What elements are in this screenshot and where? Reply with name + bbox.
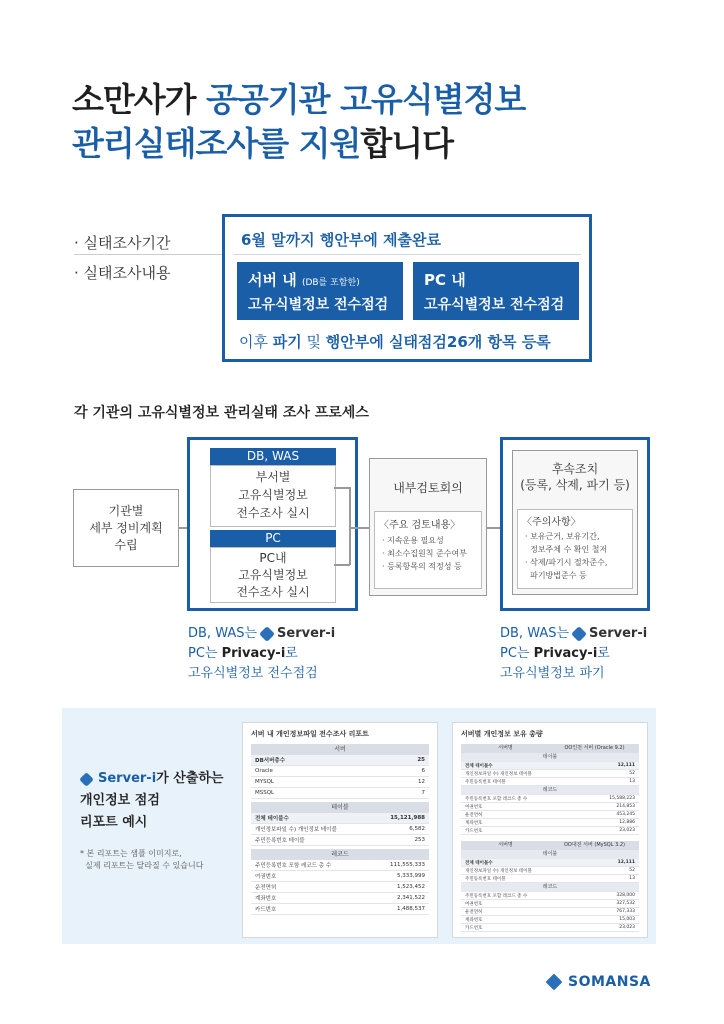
caption-text: PC는 <box>188 646 222 661</box>
table-section-head: 레코드 <box>461 786 639 795</box>
server-i-brand: Server-i <box>589 626 648 641</box>
row-value: 52 <box>629 771 635 776</box>
row-value: 767,333 <box>616 909 635 914</box>
server-sub: 고유식별정보 전수점검 <box>248 297 389 313</box>
table-section-head: 레코드 <box>461 883 639 892</box>
row-key: 주민등록번호 포함 레코드 총 수 <box>465 893 528 899</box>
after-bold: 파기 <box>272 333 302 351</box>
server-label: 서버명 <box>498 842 513 848</box>
report-note: * 본 리포트는 샘플 이미지로, 실제 리포트는 달라질 수 있습니다 <box>80 849 204 870</box>
server-i-brand: Server-i <box>98 771 157 786</box>
review-item: · 최소수집원칙 준수여부 <box>382 549 467 558</box>
caption-text: 로 <box>597 646 610 661</box>
survey-group <box>187 437 358 611</box>
table-row <box>251 835 429 846</box>
row-value: 23,023 <box>619 828 635 833</box>
pc-head: PC <box>210 530 336 547</box>
server-i-logo-icon <box>259 626 275 642</box>
headline-line2 <box>72 122 672 166</box>
connector <box>487 527 501 529</box>
privacy-i-brand: Privacy-i <box>221 646 286 661</box>
row-key: 카드번호 <box>255 907 277 913</box>
table-section-head: 테이블 <box>251 802 429 813</box>
table-row <box>461 762 639 770</box>
row-key: 여권번호 <box>255 874 277 880</box>
right-caption-line2 <box>500 644 647 664</box>
server-title: 서버 내 <box>248 271 297 289</box>
row-key: 계좌번호 <box>255 896 277 902</box>
table-section-head: 테이블 <box>461 753 639 762</box>
server-box <box>237 262 403 320</box>
headline-highlight: 관리실태조사 <box>72 124 258 163</box>
row-value: 111,555,333 <box>390 862 425 868</box>
table-row <box>251 766 429 777</box>
table-row <box>251 882 429 893</box>
review-head: 〈주요 검토내용〉 <box>379 520 461 531</box>
content-label: · 실태조사내용 <box>74 264 171 282</box>
table-row <box>461 819 639 827</box>
followup-item: 파기방법준수 등 <box>525 571 587 580</box>
table-row <box>251 824 429 835</box>
connector <box>334 487 350 489</box>
review-item: · 등록항목의 적정성 등 <box>382 562 462 571</box>
survey-box <box>222 214 592 362</box>
pc-title: PC 내 <box>424 271 466 289</box>
left-caption-line3: 고유식별정보 전수점검 <box>188 666 318 681</box>
table-row <box>461 892 639 900</box>
caption-text: DB, WAS는 <box>500 626 570 641</box>
after-line <box>239 331 551 352</box>
table-row <box>461 867 639 875</box>
table-row <box>461 900 639 908</box>
table-row <box>461 795 639 803</box>
server-i-logo-icon <box>79 772 94 787</box>
start-text: 기관별 세부 정비계획 수립 <box>89 503 163 552</box>
connector <box>349 487 351 565</box>
connector <box>349 527 369 529</box>
table-row <box>461 908 639 916</box>
row-value: 25 <box>417 757 425 763</box>
row-value: 2,341,522 <box>397 895 425 901</box>
headline-text: 소만사가 <box>72 80 207 119</box>
pc-body <box>210 547 336 603</box>
row-value: 12,111 <box>617 860 635 865</box>
pc-sub: 고유식별정보 전수점검 <box>424 297 565 313</box>
row-key: 운전면허 <box>465 812 483 818</box>
row-key: 주민등록번호 포함 레코드 총 수 <box>255 863 332 869</box>
row-key: MSSQL <box>255 790 275 796</box>
row-key: 운전면허 <box>465 909 483 915</box>
row-value: 15,588,223 <box>609 796 635 801</box>
row-value: 52 <box>629 868 635 873</box>
connector <box>334 564 350 566</box>
somansa-cube-icon <box>546 974 563 991</box>
report-card-2 <box>452 722 648 938</box>
row-value: 12 <box>418 779 425 785</box>
table-row <box>251 860 429 871</box>
right-caption-line1 <box>500 624 647 644</box>
table-row <box>461 811 639 819</box>
footer-logo <box>546 974 651 990</box>
server-head <box>461 841 639 850</box>
headline-text: 합니다 <box>360 124 454 163</box>
row-key: 전체 테이블수 <box>255 816 289 822</box>
left-caption <box>188 624 335 684</box>
left-caption-line2 <box>188 644 335 664</box>
row-key: 운전면허 <box>255 885 277 891</box>
table-row <box>251 813 429 824</box>
row-value: 23,023 <box>619 925 635 930</box>
row-key: 전체 테이블수 <box>465 763 493 769</box>
card-title: 서버별 개인정보 보유 총량 <box>461 730 543 738</box>
row-key: 주민등록번호 테이블 <box>465 876 506 882</box>
label-divider <box>74 254 224 255</box>
privacy-i-brand: Privacy-i <box>533 646 598 661</box>
followup-box <box>512 450 638 595</box>
row-key: DB서버총수 <box>255 758 286 764</box>
period-divider <box>233 254 581 255</box>
row-value: 12,111 <box>617 763 635 768</box>
server-i-brand: Server-i <box>277 626 336 641</box>
row-value: 15,003 <box>619 917 635 922</box>
row-key: 주민등록번호 테이블 <box>255 838 305 844</box>
left-caption-line1 <box>188 624 335 644</box>
row-value: 6 <box>421 768 425 774</box>
review-title: 내부검토회의 <box>393 481 463 495</box>
after-text: 및 <box>301 333 326 351</box>
row-key: 개인정보파일 수) 개인정보 테이블 <box>255 827 337 833</box>
row-key: 개인정보파일 수) 개인정보 테이블 <box>465 868 532 874</box>
table-row <box>461 924 639 932</box>
row-value: 6,582 <box>409 826 425 832</box>
table-row <box>251 904 429 915</box>
table-row <box>251 893 429 904</box>
process-title: 각 기관의 고유식별정보 관리실태 조사 프로세스 <box>74 405 369 421</box>
server-name: OO인천 서버 (Oracle 9.2) <box>564 745 625 751</box>
row-value: 13 <box>629 779 635 784</box>
right-caption-line3: 고유식별정보 파기 <box>500 666 605 681</box>
report-heading-line1 <box>80 768 223 790</box>
row-key: 카드번호 <box>465 925 483 931</box>
table-row <box>461 875 639 883</box>
row-value: 15,121,988 <box>390 815 425 821</box>
row-key: 여권번호 <box>465 804 483 810</box>
row-key: Oracle <box>255 768 273 774</box>
table-row <box>461 916 639 924</box>
table-section-head: 서버 <box>251 744 429 755</box>
report-heading-line3: 리포트 예시 <box>80 815 148 830</box>
row-value: 5,333,999 <box>397 873 425 879</box>
followup-item: · 삭제/파기시 절차준수, <box>525 558 608 567</box>
server-head <box>461 744 639 753</box>
table-row <box>461 859 639 867</box>
table-row <box>461 827 639 835</box>
review-inner <box>374 511 482 589</box>
row-key: 개인정보파일 수) 개인정보 테이블 <box>465 771 532 777</box>
card-table <box>461 744 639 932</box>
right-caption <box>500 624 647 684</box>
db-head: DB, WAS <box>210 448 336 465</box>
table-row <box>251 871 429 882</box>
review-box <box>369 458 487 596</box>
followup-item: 정보주체 수 확인 철저 <box>525 545 608 554</box>
followup-title: 후속조치 (등록, 삭제, 파기 등) <box>520 462 630 492</box>
row-key: MYSQL <box>255 779 274 785</box>
row-value: 12,886 <box>619 820 635 825</box>
row-key: 여권번호 <box>465 901 483 907</box>
after-bold: 행안부에 실태점검26개 항목 등록 <box>325 333 551 351</box>
row-value: 1,523,452 <box>397 884 425 890</box>
report-heading <box>80 768 223 834</box>
report-heading-text: 가 산출하는 <box>156 771 224 786</box>
row-value: 453,245 <box>616 812 635 817</box>
headline-line1 <box>72 78 672 122</box>
start-box <box>73 489 179 567</box>
table-section-head: 테이블 <box>461 850 639 859</box>
headline-highlight: 공공기관 고유식별정보 <box>206 80 526 119</box>
row-value: 1,488,537 <box>397 906 425 912</box>
pc-box <box>413 262 579 320</box>
report-heading-line2: 개인정보 점검 <box>80 793 160 808</box>
followup-head: 〈주의사항〉 <box>522 517 581 528</box>
table-row <box>461 770 639 778</box>
followup-item: · 보유근거, 보유기간, <box>525 532 600 541</box>
pc-body-text: PC내 고유식별정보 전수조사 실시 <box>236 551 310 599</box>
row-value: 253 <box>414 837 425 843</box>
caption-text: DB, WAS는 <box>188 626 258 641</box>
row-key: 주민등록번호 테이블 <box>465 779 506 785</box>
row-value: 327,532 <box>616 901 635 906</box>
followup-inner <box>517 509 633 589</box>
after-text: 이후 <box>239 333 273 351</box>
row-value: 214,853 <box>616 804 635 809</box>
row-value: 13 <box>629 876 635 881</box>
period-value: 6월 말까지 행안부에 제출완료 <box>241 231 441 249</box>
table-row <box>251 777 429 788</box>
row-key: 계좌번호 <box>465 917 483 923</box>
server-i-logo-icon <box>571 626 587 642</box>
server-name: OO대전 서버 (MySQL 3.2) <box>564 842 625 848</box>
db-body <box>210 465 336 527</box>
table-row <box>251 788 429 799</box>
row-key: 전체 테이블수 <box>465 860 493 866</box>
table-row <box>251 755 429 766</box>
row-key: 주민등록번호 포함 레코드 총 수 <box>465 796 528 802</box>
server-label: 서버명 <box>498 745 513 751</box>
row-value: 7 <box>421 790 425 796</box>
server-title-row <box>237 262 403 290</box>
server-note: (DB를 포함한) <box>301 278 360 288</box>
card-table <box>251 744 429 915</box>
row-value: 328,000 <box>616 893 635 898</box>
db-body-text: 부서별 고유식별정보 전수조사 실시 <box>236 470 310 520</box>
followup-group <box>500 437 650 611</box>
report-panel <box>62 708 656 944</box>
somansa-logo-text: SOMANSA <box>568 974 651 990</box>
caption-text: 로 <box>285 646 298 661</box>
table-row <box>461 778 639 786</box>
headline-highlight: 를 지원 <box>257 124 361 163</box>
period-label: · 실태조사기간 <box>74 234 171 252</box>
table-row <box>461 803 639 811</box>
review-item: · 지속운용 필요성 <box>382 536 444 545</box>
row-key: 카드번호 <box>465 828 483 834</box>
row-key: 계좌번호 <box>465 820 483 826</box>
caption-text: PC는 <box>500 646 534 661</box>
card-title: 서버 내 개인정보파일 전수조사 리포트 <box>251 730 369 738</box>
headline <box>72 78 672 166</box>
report-card-1 <box>242 722 438 938</box>
table-section-head: 레코드 <box>251 849 429 860</box>
